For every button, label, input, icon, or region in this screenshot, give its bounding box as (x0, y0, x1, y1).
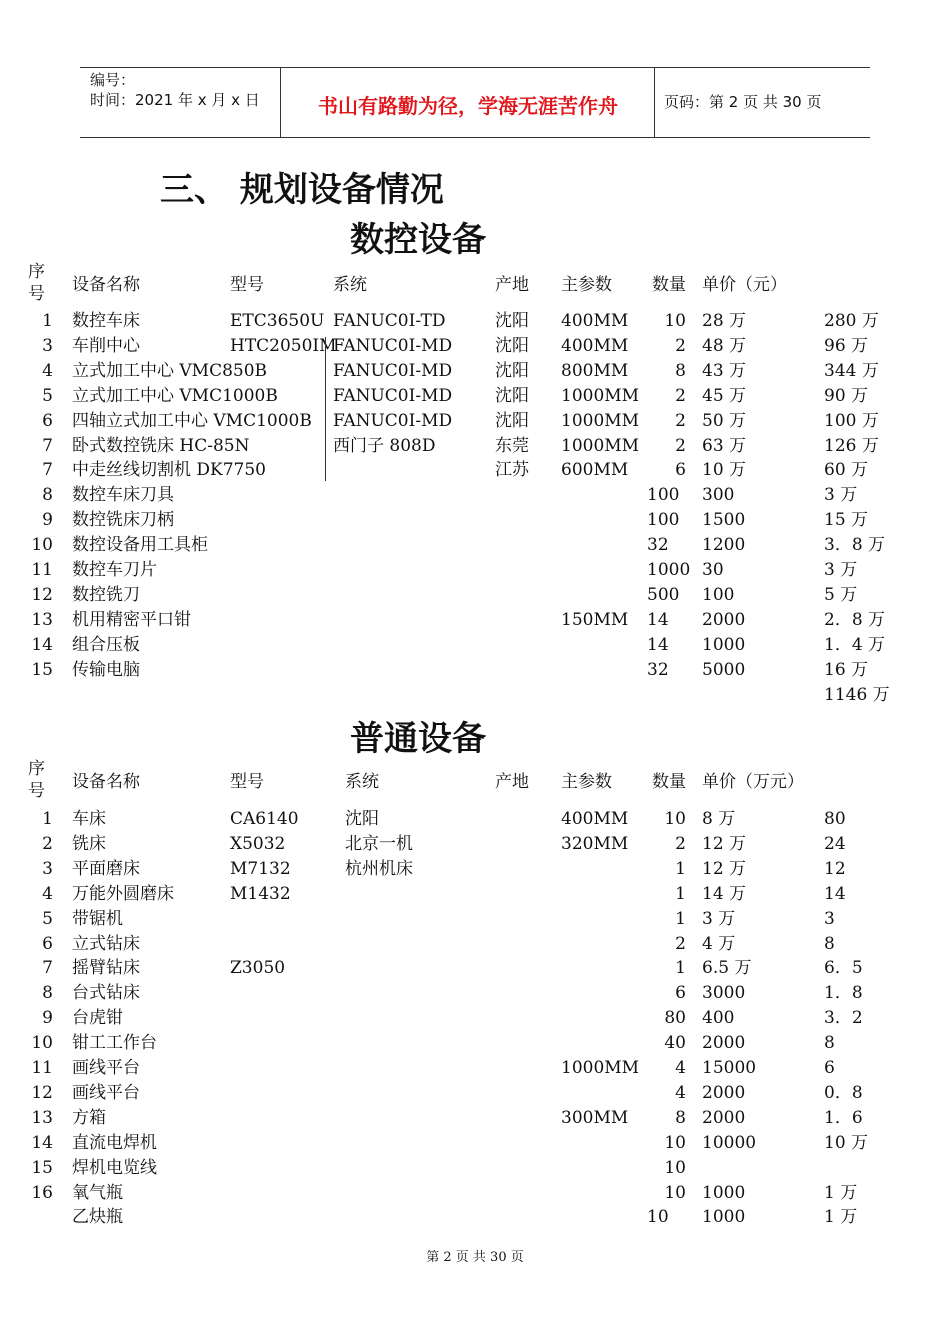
qty-cell: 4 (675, 1058, 686, 1078)
qty-cell: 100 (647, 510, 680, 531)
unit-price-cell: 1200 (702, 535, 746, 556)
document-number-label: 编号： (90, 71, 136, 89)
total-cell: 16 万 (824, 659, 869, 680)
name-cell: 数控铣床刀柄 (72, 510, 174, 531)
model-cell: X5032 (230, 833, 286, 854)
unit-price-cell: 10 万 (702, 460, 747, 481)
unit-price-cell: 12 万 (702, 833, 747, 854)
total-cell: 12 (824, 858, 846, 879)
qty-cell: 32 (647, 659, 669, 680)
total-cell: 100 万 (824, 410, 879, 431)
system-header: 系统 (345, 772, 379, 792)
unit-price-cell: 2000 (702, 1033, 746, 1054)
total-cell: 1 万 (824, 1207, 858, 1228)
qty-cell: 80 (664, 1008, 686, 1029)
total-cell: 14 (824, 883, 846, 904)
unit-price-cell: 1000 (702, 1182, 746, 1203)
name-cell: 画线平台 (72, 1058, 140, 1078)
qty-cell: 10 (664, 311, 686, 331)
header-divider (280, 68, 281, 137)
param-cell: 600MM (561, 460, 629, 481)
model-cell: M7132 (230, 858, 291, 879)
name-cell: 组合压板 (72, 634, 140, 655)
general-equipment-title: 普通设备 (350, 719, 486, 759)
name-cell: 画线平台 (72, 1082, 140, 1103)
name-cell: 氧气瓶 (72, 1182, 123, 1203)
total-cell: 126 万 (824, 435, 879, 456)
seq-cell: 15 (31, 1157, 53, 1178)
seq-cell: 12 (31, 584, 53, 605)
total-cell: 3 (824, 908, 835, 929)
motto: 书山有路勤为径，学海无涯苦作舟 (318, 94, 618, 118)
total-cell: 344 万 (824, 360, 879, 381)
unit-price-cell: 2000 (702, 1107, 746, 1128)
seq-header: 序号 (28, 759, 45, 801)
qty-cell: 500 (647, 584, 680, 605)
seq-cell: 10 (31, 535, 53, 556)
total-cell: 3 万 (824, 485, 858, 506)
total-cell: 0．8 (824, 1082, 863, 1103)
seq-header: 序号 (28, 262, 45, 304)
param-cell: 1000MM (561, 385, 640, 406)
seq-cell: 9 (42, 510, 53, 531)
qty-cell: 2 (675, 833, 686, 854)
qty-header: 数量 (652, 275, 686, 295)
param-cell: 320MM (561, 833, 629, 854)
total-cell: 96 万 (824, 335, 869, 356)
model-cell: HTC2050IM (230, 335, 337, 356)
qty-cell: 10 (647, 1207, 669, 1228)
seq-cell: 16 (31, 1182, 53, 1203)
origin-header: 产地 (495, 772, 529, 792)
param-cell: 400MM (561, 311, 629, 331)
unit-price-cell: 15000 (702, 1058, 757, 1078)
seq-cell: 7 (42, 958, 53, 979)
unit-price-cell: 5000 (702, 659, 746, 680)
system-cell: 西门子 808D (333, 435, 436, 456)
origin-cell: 沈阳 (495, 311, 529, 331)
qty-cell: 1 (675, 883, 686, 904)
qty-cell: 32 (647, 535, 669, 556)
cnc-total: 1146 万 (824, 685, 890, 705)
name-cell: 直流电焊机 (72, 1132, 157, 1153)
name-cell: 卧式数控铣床 HC-85N (72, 435, 250, 456)
model-cell: CA6140 (230, 809, 299, 829)
total-cell: 3．8 万 (824, 535, 886, 556)
seq-cell: 4 (42, 360, 53, 381)
unit-price-cell: 100 (702, 584, 735, 605)
total-cell: 5 万 (824, 584, 858, 605)
system-cell: FANUC0I-MD (333, 385, 453, 406)
total-cell: 2．8 万 (824, 609, 886, 630)
name-cell: 数控铣刀 (72, 584, 140, 605)
total-cell: 90 万 (824, 385, 869, 406)
seq-cell: 14 (31, 634, 53, 655)
column-separator (325, 337, 326, 481)
param-cell: 400MM (561, 809, 629, 829)
name-cell: 数控车床刀具 (72, 485, 174, 506)
total-cell: 3．2 (824, 1008, 863, 1029)
total-cell: 60 万 (824, 460, 869, 481)
qty-cell: 10 (664, 1132, 686, 1153)
qty-header: 数量 (652, 772, 686, 792)
system-cell: 沈阳 (345, 809, 379, 829)
unit-price-cell: 2000 (702, 1082, 746, 1103)
unit-price-cell: 30 (702, 560, 724, 580)
unit-price-header: 单价（元） (702, 275, 787, 295)
name-cell: 带锯机 (72, 908, 123, 929)
origin-cell: 沈阳 (495, 335, 529, 356)
unit-price-cell: 4 万 (702, 933, 736, 954)
name-cell: 中走丝线切割机 DK7750 (72, 460, 266, 481)
param-cell: 1000MM (561, 410, 640, 431)
name-cell: 万能外圆磨床 (72, 883, 174, 904)
qty-cell: 2 (675, 385, 686, 406)
param-cell: 800MM (561, 360, 629, 381)
model-cell: ETC3650U (230, 311, 325, 331)
origin-cell: 东莞 (495, 435, 529, 456)
unit-price-cell: 45 万 (702, 385, 747, 406)
qty-cell: 2 (675, 435, 686, 456)
param-header: 主参数 (561, 275, 612, 295)
seq-cell: 9 (42, 1008, 53, 1029)
qty-cell: 10 (664, 1182, 686, 1203)
model-header: 型号 (230, 275, 264, 295)
param-header: 主参数 (561, 772, 612, 792)
page-number-label: 页码：第 2 页 共 30 页 (664, 93, 822, 111)
unit-price-cell: 28 万 (702, 311, 747, 331)
page-header (80, 67, 870, 138)
origin-cell: 沈阳 (495, 385, 529, 406)
section-title: 三、 规划设备情况 (160, 170, 444, 210)
seq-cell: 15 (31, 659, 53, 680)
name-cell: 平面磨床 (72, 858, 140, 879)
name-cell: 数控车床 (72, 311, 140, 331)
param-cell: 300MM (561, 1107, 629, 1128)
qty-cell: 40 (664, 1033, 686, 1054)
unit-price-cell: 12 万 (702, 858, 747, 879)
seq-cell: 7 (42, 460, 53, 481)
qty-cell: 2 (675, 933, 686, 954)
date-label: 时间：2021 年 x 月 x 日 (90, 91, 260, 109)
name-cell: 机用精密平口钳 (72, 609, 191, 630)
seq-cell: 13 (31, 1107, 53, 1128)
name-cell: 传输电脑 (72, 659, 140, 680)
name-cell: 数控车刀片 (72, 560, 157, 580)
cnc-equipment-title: 数控设备 (350, 220, 486, 260)
total-cell: 6．5 (824, 958, 863, 979)
header-divider (654, 68, 655, 137)
unit-price-cell: 8 万 (702, 809, 736, 829)
qty-cell: 2 (675, 410, 686, 431)
system-cell: 杭州机床 (345, 858, 413, 879)
seq-cell: 3 (42, 335, 53, 356)
qty-cell: 100 (647, 485, 680, 506)
seq-cell: 12 (31, 1082, 53, 1103)
total-cell: 15 万 (824, 510, 869, 531)
seq-cell: 13 (31, 609, 53, 630)
name-cell: 铣床 (72, 833, 106, 854)
qty-cell: 1 (675, 958, 686, 979)
qty-cell: 8 (675, 360, 686, 381)
unit-price-cell: 63 万 (702, 435, 747, 456)
unit-price-cell: 1500 (702, 510, 746, 531)
seq-cell: 14 (31, 1132, 53, 1153)
origin-cell: 沈阳 (495, 360, 529, 381)
seq-cell: 1 (42, 311, 53, 331)
seq-cell: 6 (42, 933, 53, 954)
qty-cell: 2 (675, 335, 686, 356)
total-cell: 10 万 (824, 1132, 869, 1153)
qty-cell: 1000 (647, 560, 691, 580)
origin-cell: 沈阳 (495, 410, 529, 431)
seq-cell: 4 (42, 883, 53, 904)
seq-cell: 1 (42, 809, 53, 829)
total-cell: 6 (824, 1058, 835, 1078)
seq-cell: 3 (42, 858, 53, 879)
name-header: 设备名称 (72, 772, 140, 792)
total-cell: 1．4 万 (824, 634, 886, 655)
unit-price-cell: 2000 (702, 609, 746, 630)
unit-price-cell: 6.5 万 (702, 958, 752, 979)
qty-cell: 6 (675, 460, 686, 481)
unit-price-cell: 300 (702, 485, 735, 506)
name-cell: 方箱 (72, 1107, 106, 1128)
qty-cell: 10 (664, 809, 686, 829)
name-cell: 车床 (72, 809, 106, 829)
unit-price-cell: 3 万 (702, 908, 736, 929)
seq-cell: 2 (42, 833, 53, 854)
total-cell: 24 (824, 833, 846, 854)
total-cell: 1 万 (824, 1182, 858, 1203)
name-cell: 钳工工作台 (72, 1033, 157, 1054)
qty-cell: 10 (664, 1157, 686, 1178)
unit-price-cell: 48 万 (702, 335, 747, 356)
seq-cell: 8 (42, 983, 53, 1004)
unit-price-cell: 3000 (702, 983, 746, 1004)
model-cell: Z3050 (230, 958, 286, 979)
name-cell: 车削中心 (72, 335, 140, 356)
unit-price-header: 单价（万元） (702, 772, 804, 792)
name-cell: 立式加工中心 VMC850B (72, 360, 268, 381)
origin-header: 产地 (495, 275, 529, 295)
seq-cell: 10 (31, 1033, 53, 1054)
total-cell: 1．6 (824, 1107, 863, 1128)
param-cell: 150MM (561, 609, 629, 630)
unit-price-cell: 10000 (702, 1132, 757, 1153)
qty-cell: 4 (675, 1082, 686, 1103)
system-cell: FANUC0I-MD (333, 335, 453, 356)
origin-cell: 江苏 (495, 460, 529, 481)
system-cell: FANUC0I-MD (333, 360, 453, 381)
param-cell: 1000MM (561, 435, 640, 456)
name-cell: 数控设备用工具柜 (72, 535, 208, 556)
system-cell: 北京一机 (345, 833, 413, 854)
name-cell: 摇臂钻床 (72, 958, 140, 979)
seq-cell: 5 (42, 908, 53, 929)
name-cell: 立式加工中心 VMC1000B (72, 385, 278, 406)
unit-price-cell: 400 (702, 1008, 735, 1029)
model-cell: M1432 (230, 883, 291, 904)
page-footer: 第 2 页 共 30 页 (426, 1250, 524, 1265)
unit-price-cell: 14 万 (702, 883, 747, 904)
seq-cell: 7 (42, 435, 53, 456)
total-cell: 8 (824, 1033, 835, 1054)
unit-price-cell: 50 万 (702, 410, 747, 431)
seq-cell: 6 (42, 410, 53, 431)
qty-cell: 14 (647, 634, 669, 655)
seq-cell: 11 (31, 1058, 53, 1078)
unit-price-cell: 1000 (702, 1207, 746, 1228)
qty-cell: 1 (675, 908, 686, 929)
name-cell: 台式钻床 (72, 983, 140, 1004)
total-cell: 80 (824, 809, 846, 829)
qty-cell: 8 (675, 1107, 686, 1128)
param-cell: 1000MM (561, 1058, 640, 1078)
name-cell: 台虎钳 (72, 1008, 123, 1029)
name-header: 设备名称 (72, 275, 140, 295)
system-header: 系统 (333, 275, 367, 295)
unit-price-cell: 1000 (702, 634, 746, 655)
qty-cell: 14 (647, 609, 669, 630)
name-cell: 焊机电览线 (72, 1157, 157, 1178)
total-cell: 280 万 (824, 311, 879, 331)
qty-cell: 6 (675, 983, 686, 1004)
system-cell: FANUC0I-TD (333, 311, 446, 331)
total-cell: 3 万 (824, 560, 858, 580)
name-cell: 乙炔瓶 (72, 1207, 123, 1228)
name-cell: 四轴立式加工中心 VMC1000B (72, 410, 312, 431)
model-header: 型号 (230, 772, 264, 792)
total-cell: 8 (824, 933, 835, 954)
qty-cell: 1 (675, 858, 686, 879)
name-cell: 立式钻床 (72, 933, 140, 954)
seq-cell: 5 (42, 385, 53, 406)
param-cell: 400MM (561, 335, 629, 356)
total-cell: 1．8 (824, 983, 863, 1004)
system-cell: FANUC0I-MD (333, 410, 453, 431)
seq-cell: 8 (42, 485, 53, 506)
seq-cell: 11 (31, 560, 53, 580)
unit-price-cell: 43 万 (702, 360, 747, 381)
